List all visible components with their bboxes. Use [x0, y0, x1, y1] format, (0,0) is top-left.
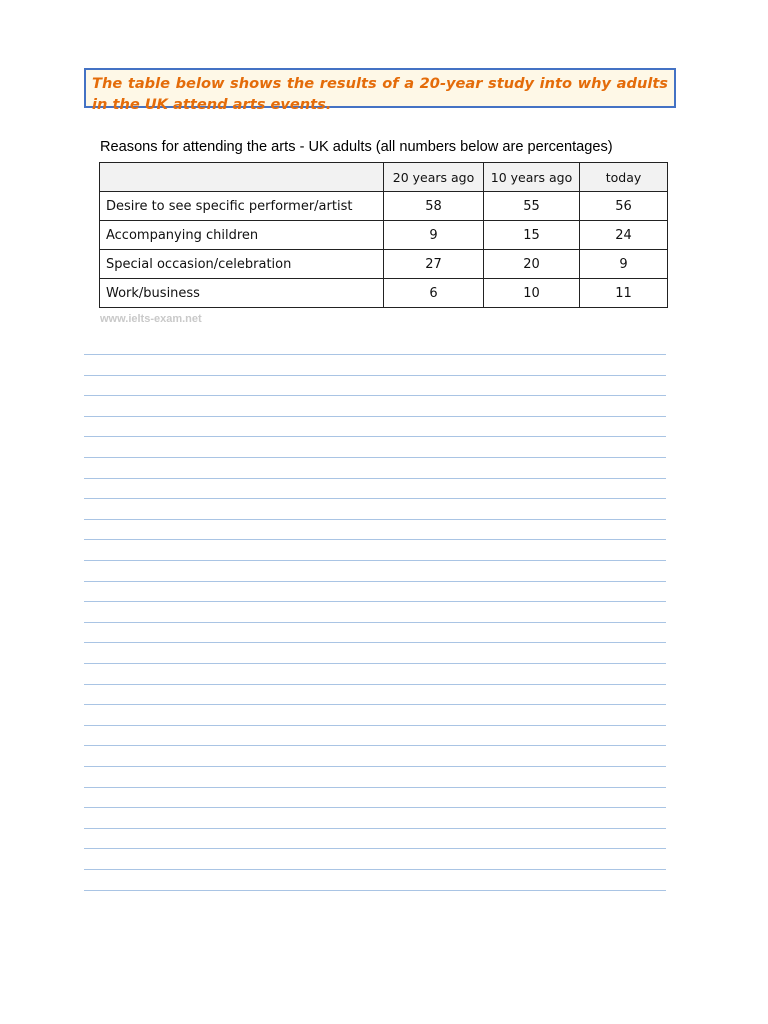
writing-line: [84, 354, 666, 355]
writing-line: [84, 560, 666, 561]
cell-value: 11: [580, 279, 668, 308]
writing-line: [84, 478, 666, 479]
cell-value: 20: [484, 250, 580, 279]
writing-line: [84, 416, 666, 417]
header-cell-today: today: [580, 163, 668, 192]
row-label: Desire to see specific performer/artist: [100, 192, 384, 221]
cell-value: 10: [484, 279, 580, 308]
cell-value: 27: [384, 250, 484, 279]
row-label: Work/business: [100, 279, 384, 308]
cell-value: 24: [580, 221, 668, 250]
writing-line: [84, 787, 666, 788]
cell-value: 58: [384, 192, 484, 221]
header-cell-10-years-ago: 10 years ago: [484, 163, 580, 192]
row-label: Accompanying children: [100, 221, 384, 250]
writing-line: [84, 519, 666, 520]
row-label: Special occasion/celebration: [100, 250, 384, 279]
header-cell-empty: [100, 163, 384, 192]
task-prompt-box: [84, 68, 676, 113]
writing-line: [84, 684, 666, 685]
writing-line: [84, 766, 666, 767]
writing-line: [84, 725, 666, 726]
task-prompt-text: The table below shows the results of a 20-year study into why adults in the UK attend arts events.: [92, 75, 668, 113]
writing-line: [84, 848, 666, 849]
writing-line: [84, 375, 666, 376]
writing-line: [84, 581, 666, 582]
cell-value: 55: [484, 192, 580, 221]
writing-line: [84, 539, 666, 540]
cell-value: 6: [384, 279, 484, 308]
writing-line: [84, 807, 666, 808]
writing-line: [84, 395, 666, 396]
writing-line: [84, 869, 666, 870]
cell-value: 56: [580, 192, 668, 221]
writing-line: [84, 498, 666, 499]
writing-line: [84, 890, 666, 891]
cell-value: 15: [484, 221, 580, 250]
header-cell-20-years-ago: 20 years ago: [384, 163, 484, 192]
table-title: Reasons for attending the arts - UK adults (all numbers below are percentages): [100, 139, 613, 155]
writing-line: [84, 622, 666, 623]
table-header-row: [100, 163, 668, 192]
table-row: [100, 192, 668, 221]
cell-value: 9: [384, 221, 484, 250]
table-row: [100, 221, 668, 250]
writing-line: [84, 457, 666, 458]
table-row: [100, 279, 668, 308]
table-row: [100, 250, 668, 279]
source-watermark: www.ielts-exam.net: [100, 313, 202, 325]
arts-attendance-table: [99, 162, 668, 308]
writing-line: [84, 704, 666, 705]
writing-line: [84, 601, 666, 602]
cell-value: 9: [580, 250, 668, 279]
writing-line: [84, 642, 666, 643]
writing-line: [84, 828, 666, 829]
writing-line: [84, 663, 666, 664]
writing-line: [84, 745, 666, 746]
writing-line: [84, 436, 666, 437]
